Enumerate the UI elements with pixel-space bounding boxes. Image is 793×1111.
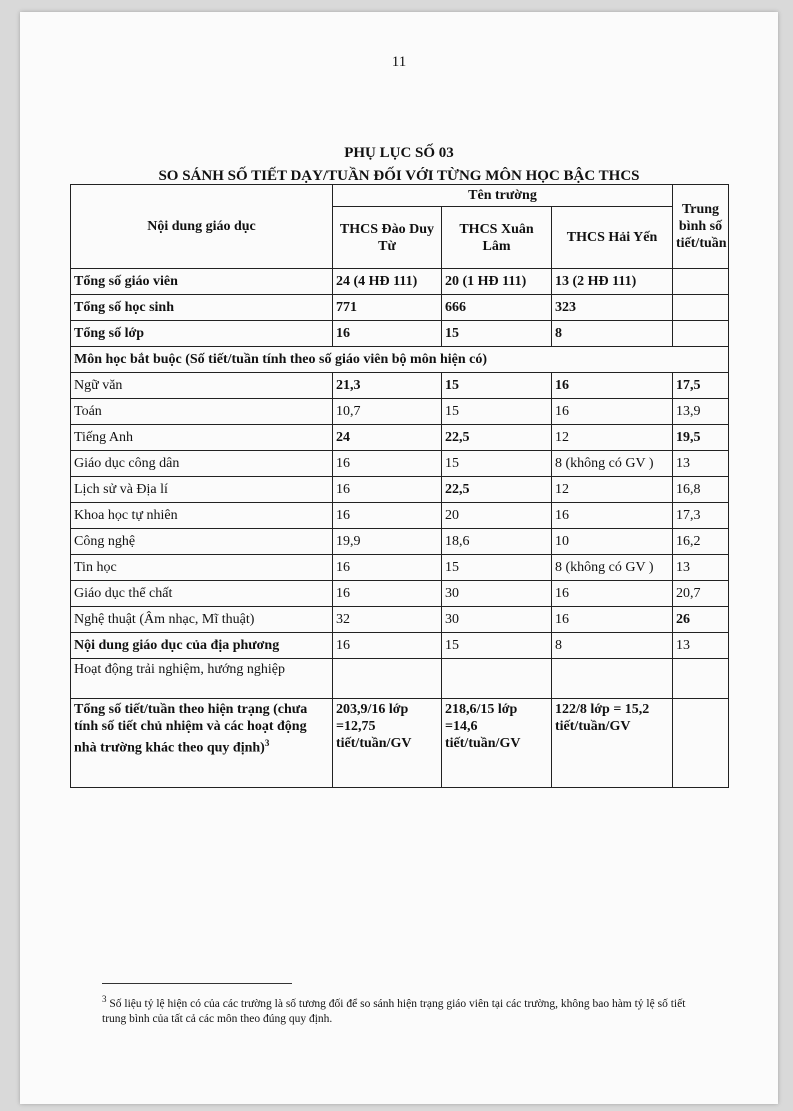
row-label: Hoạt động trải nghiệm, hướng nghiệp (71, 659, 333, 699)
row-label: Lịch sử và Địa lí (71, 477, 333, 503)
cell-value: 771 (333, 295, 442, 321)
cell-value: 15 (442, 451, 552, 477)
cell-value: 17,5 (673, 373, 729, 399)
cell-value: 15 (442, 321, 552, 347)
cell-value: 16 (333, 321, 442, 347)
row-label: Toán (71, 399, 333, 425)
summary-row (71, 269, 729, 295)
subject-row (71, 607, 729, 633)
subject-row (71, 399, 729, 425)
header-school-1: THCS Đào Duy Từ (333, 207, 442, 269)
cell-value (333, 659, 442, 699)
cell-value: 16 (552, 503, 673, 529)
cell-value (442, 659, 552, 699)
total-average (673, 699, 729, 788)
cell-value: 13 (673, 633, 729, 659)
cell-value: 24 (4 HĐ 111) (333, 269, 442, 295)
cell-value: 16 (552, 373, 673, 399)
section-row: Môn học bắt buộc (Số tiết/tuần tính theo số giáo viên bộ môn hiện có) (71, 347, 729, 373)
cell-value: 10,7 (333, 399, 442, 425)
row-label: Tin học (71, 555, 333, 581)
subject-row (71, 555, 729, 581)
cell-value: 15 (442, 555, 552, 581)
cell-value: 16 (333, 477, 442, 503)
cell-value: 10 (552, 529, 673, 555)
subject-row (71, 451, 729, 477)
cell-value: 13,9 (673, 399, 729, 425)
cell-value: 16 (552, 607, 673, 633)
subject-row (71, 581, 729, 607)
footnote: $^3$ Số liệu tỷ lệ hiện có của các trường là số tương đối để so sánh hiện trạng giáo viên tại các trường, không bao hàm tỷ lệ số tiết trung bình của tất cả các môn theo đúng quy định. (102, 994, 686, 1025)
cell-value: 13 (673, 451, 729, 477)
footnote-divider (102, 983, 292, 984)
subject-row (71, 659, 729, 699)
cell-value: 21,3 (333, 373, 442, 399)
total-label: Tổng số tiết/tuần theo hiện trạng (chưa tính số tiết chủ nhiệm và các hoạt động nhà trường khác theo quy định)$^3$ (71, 699, 333, 788)
row-label: Ngữ văn (71, 373, 333, 399)
cell-value: 24 (333, 425, 442, 451)
header-school-2: THCS Xuân Lâm (442, 207, 552, 269)
subject-row (71, 425, 729, 451)
page-number: 11 (391, 54, 407, 70)
cell-value: 16,8 (673, 477, 729, 503)
header-school-3: THCS Hải Yến (552, 207, 673, 269)
cell-value (673, 659, 729, 699)
summary-row (71, 321, 729, 347)
subject-row (71, 633, 729, 659)
cell-value: 18,6 (442, 529, 552, 555)
cell-value: 12 (552, 477, 673, 503)
total-school-1: 203,9/16 lớp =12,75 tiết/tuần/GV (333, 699, 442, 788)
row-label: Giáo dục thể chất (71, 581, 333, 607)
cell-value: 12 (552, 425, 673, 451)
cell-value: 8 (không có GV ) (552, 555, 673, 581)
header-content: Nội dung giáo dục (71, 185, 333, 269)
cell-value: 16 (333, 503, 442, 529)
cell-value: 16 (552, 399, 673, 425)
row-label: Nghệ thuật (Âm nhạc, Mĩ thuật) (71, 607, 333, 633)
cell-value: 8 (552, 321, 673, 347)
cell-value: 30 (442, 607, 552, 633)
cell-value: 20 (442, 503, 552, 529)
row-label: Tổng số giáo viên (71, 269, 333, 295)
cell-value: 15 (442, 373, 552, 399)
header-school-group: Tên trường (333, 185, 673, 207)
summary-row (71, 295, 729, 321)
cell-value: 16,2 (673, 529, 729, 555)
cell-value: 16 (333, 451, 442, 477)
cell-value: 20,7 (673, 581, 729, 607)
row-label: Nội dung giáo dục của địa phương (71, 633, 333, 659)
header-average: Trung bình số tiết/tuần (673, 185, 729, 269)
row-label: Tổng số lớp (71, 321, 333, 347)
appendix-subtitle: SO SÁNH SỐ TIẾT DẠY/TUẦN ĐỐI VỚI TỪNG MÔN HỌC BẬC THCS (158, 168, 640, 184)
cell-value: 20 (1 HĐ 111) (442, 269, 552, 295)
total-school-3: 122/8 lớp = 15,2 tiết/tuần/GV (552, 699, 673, 788)
cell-value: 666 (442, 295, 552, 321)
cell-value: 13 (673, 555, 729, 581)
cell-value: 16 (552, 581, 673, 607)
subject-row (71, 373, 729, 399)
comparison-table (70, 184, 729, 788)
row-label: Tiếng Anh (71, 425, 333, 451)
cell-value: 19,5 (673, 425, 729, 451)
appendix-title: PHỤ LỤC SỐ 03 (344, 145, 454, 161)
cell-value: 17,3 (673, 503, 729, 529)
cell-value: 19,9 (333, 529, 442, 555)
subject-row (71, 503, 729, 529)
cell-value: 15 (442, 399, 552, 425)
cell-value: 22,5 (442, 425, 552, 451)
cell-value (673, 321, 729, 347)
cell-value: 323 (552, 295, 673, 321)
cell-value: 30 (442, 581, 552, 607)
cell-value: 8 (không có GV ) (552, 451, 673, 477)
cell-value: 16 (333, 581, 442, 607)
cell-value: 26 (673, 607, 729, 633)
row-label: Khoa học tự nhiên (71, 503, 333, 529)
cell-value: 15 (442, 633, 552, 659)
total-school-2: 218,6/15 lớp =14,6 tiết/tuần/GV (442, 699, 552, 788)
cell-value (673, 295, 729, 321)
cell-value: 13 (2 HĐ 111) (552, 269, 673, 295)
cell-value: 16 (333, 633, 442, 659)
row-label: Tổng số học sinh (71, 295, 333, 321)
subject-row (71, 477, 729, 503)
subject-row (71, 529, 729, 555)
cell-value: 22,5 (442, 477, 552, 503)
cell-value (552, 659, 673, 699)
row-label: Công nghệ (71, 529, 333, 555)
cell-value: 16 (333, 555, 442, 581)
cell-value (673, 269, 729, 295)
cell-value: 8 (552, 633, 673, 659)
row-label: Giáo dục công dân (71, 451, 333, 477)
cell-value: 32 (333, 607, 442, 633)
